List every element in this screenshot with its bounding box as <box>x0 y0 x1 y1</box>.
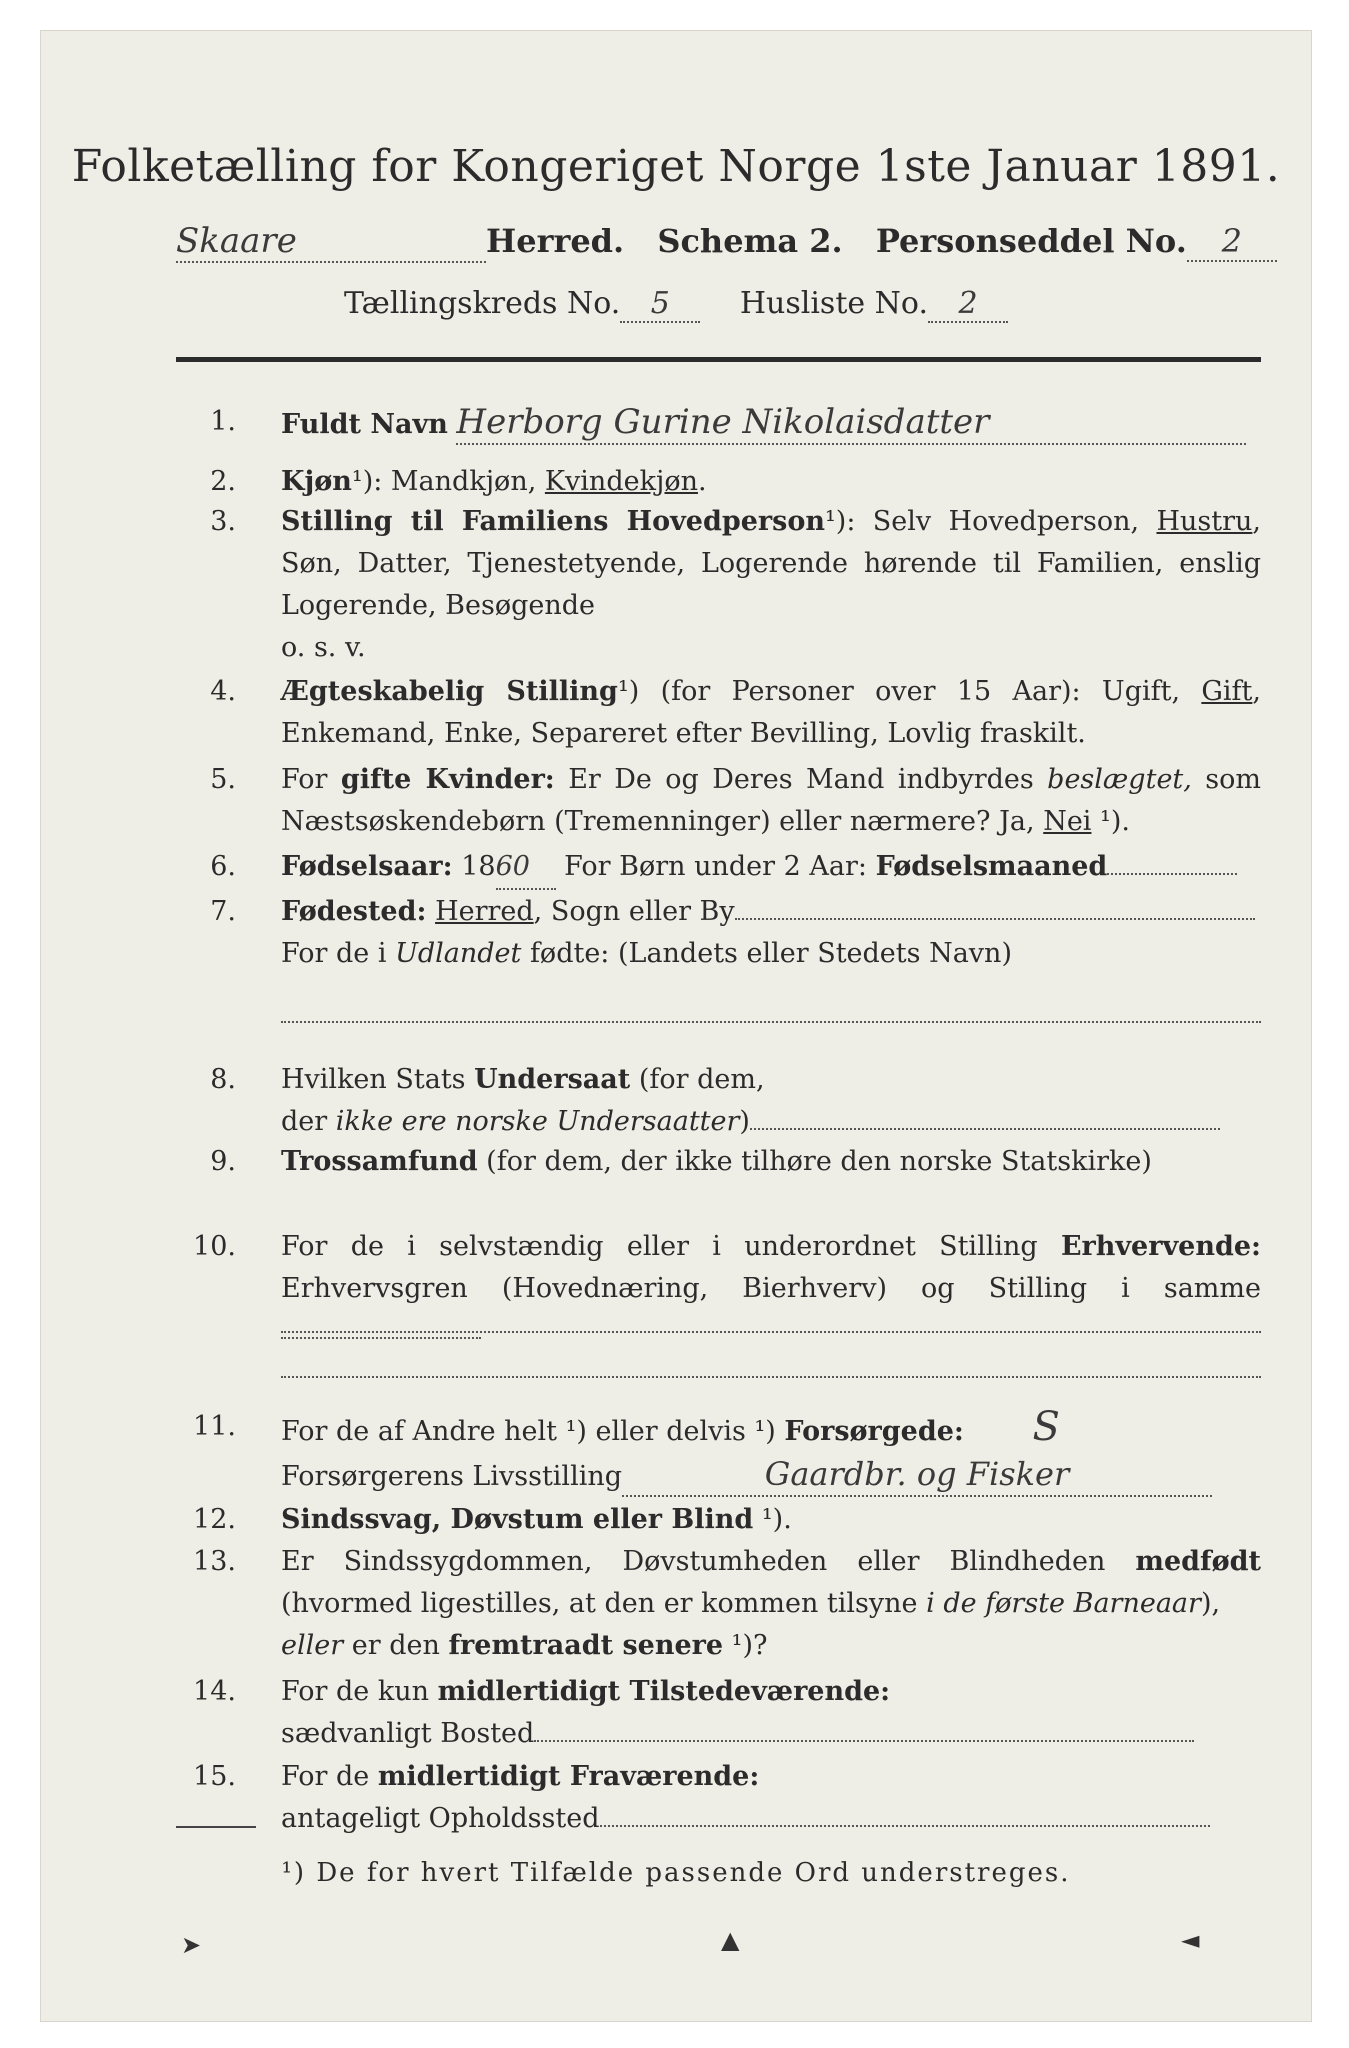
forsorger-livsstilling-value: Gaardbr. og Fisker <box>622 1453 1212 1497</box>
fuldt-navn-value: Herborg Gurine Nikolaisdatter <box>456 401 1246 445</box>
kjon-selected: Kvindekjøn <box>544 466 698 497</box>
husliste-value: 2 <box>928 286 1008 323</box>
stilling-selected: Hustru <box>1156 506 1253 537</box>
schema-label: Schema 2. <box>657 222 843 260</box>
footnote-rule <box>176 1826 256 1828</box>
personseddel-label: Personseddel No. <box>875 222 1187 260</box>
tellingskreds-line <box>41 286 1311 323</box>
herred-label: Herred. <box>486 222 625 260</box>
footnote: ¹) De for hvert Tilfælde passende Ord understreges. <box>281 1858 1071 1888</box>
census-form-page: Folketælling for Kongeriget Norge 1ste Januar 1891. Skaare Herred. Schema 2. Personseddel No. 2 Tællingskreds No. 5 Husliste No. 2 1. Fuldt Navn Herborg Gurine Nikolaisdatter 2. Kjøn¹): Mandkjøn, Kvindekjøn. 3. Stilling til Familiens Hovedperson¹): Selv Hovedperson, Hustru, Søn, Datter, Tjenestetyende, Logerende hørende til Familien, enslig Logerende, Besøgende o. s. v. 4. Ægteskabelig Stilling¹) (for Personer over 15 Aar): Ugift, Gift, Enkemand, Enke, Separeret efter Bevilling, Lovlig fraskilt. 5. For gifte Kvinder: Er De og Deres Mand indbyrdes beslægtet, som Næstsøskendebørn (Tremenninger) eller nærmere? Ja, Nei ¹). 6. Fødselsaar: 1860 For Børn under 2 Aar: Fødselsmaaned 7. Fødested: Herred, Sogn eller By For de i Udlandet fødte: (Landets eller Stedets Navn) 8. Hvilken Stats Undersaat (for dem, der ikke ere norske Undersaatter) 9. Trossamfund (for dem, der ikke tilhøre den norske Statskirke) 10. For de i selvstændig eller i underordnet Stilling Erhvervende: Erhvervsgren (Hovednæring, Bierhverv) og Stilling i samme 11. For de af Andre helt ¹) eller delvis ¹) Forsørgede: S Forsørgerens Livsstilling Gaardbr. og Fisker 12. Sindssvag, Døvstum eller Blind ¹). 13. Er Sindssygdommen, Døvstumheden eller Blindheden medfødt (hvormed ligestilles, at den er kommen tilsyne i de første Barneaar), eller er den fremtraadt senere ¹)? 14. For de kun midlertidigt Tilstedeværende: sædvanligt Bosted 15. For de midlertidigt Fraværende: antageligt Opholdssted ¹) De for hvert Tilfælde passende Ord understreges. ➤ ▲ ◄ <box>40 30 1312 2022</box>
form-title: Folketælling for Kongeriget Norge 1ste Januar 1891. <box>71 141 1281 192</box>
husliste-label: Husliste No. <box>739 286 928 321</box>
personseddel-value: 2 <box>1187 222 1277 262</box>
registration-mark-center: ▲ <box>721 1926 740 1954</box>
forsorgede-mark: S <box>1032 1404 1060 1450</box>
beslaegtet-selected: Nei <box>1043 806 1092 837</box>
aegteskab-selected: Gift <box>1201 676 1253 707</box>
fodselsaar-value: 60 <box>496 846 556 890</box>
fuldt-navn-label: Fuldt Navn <box>281 409 448 440</box>
herred-value: Skaare <box>176 221 486 263</box>
fodested-selected: Herred <box>435 896 534 927</box>
header-rule <box>176 357 1261 362</box>
herred-line <box>176 221 1261 263</box>
registration-mark-left: ➤ <box>181 1931 202 1959</box>
registration-mark-right: ◄ <box>1181 1926 1200 1954</box>
tellingskreds-label: Tællingskreds No. <box>343 286 621 321</box>
tellingskreds-value: 5 <box>620 286 700 323</box>
